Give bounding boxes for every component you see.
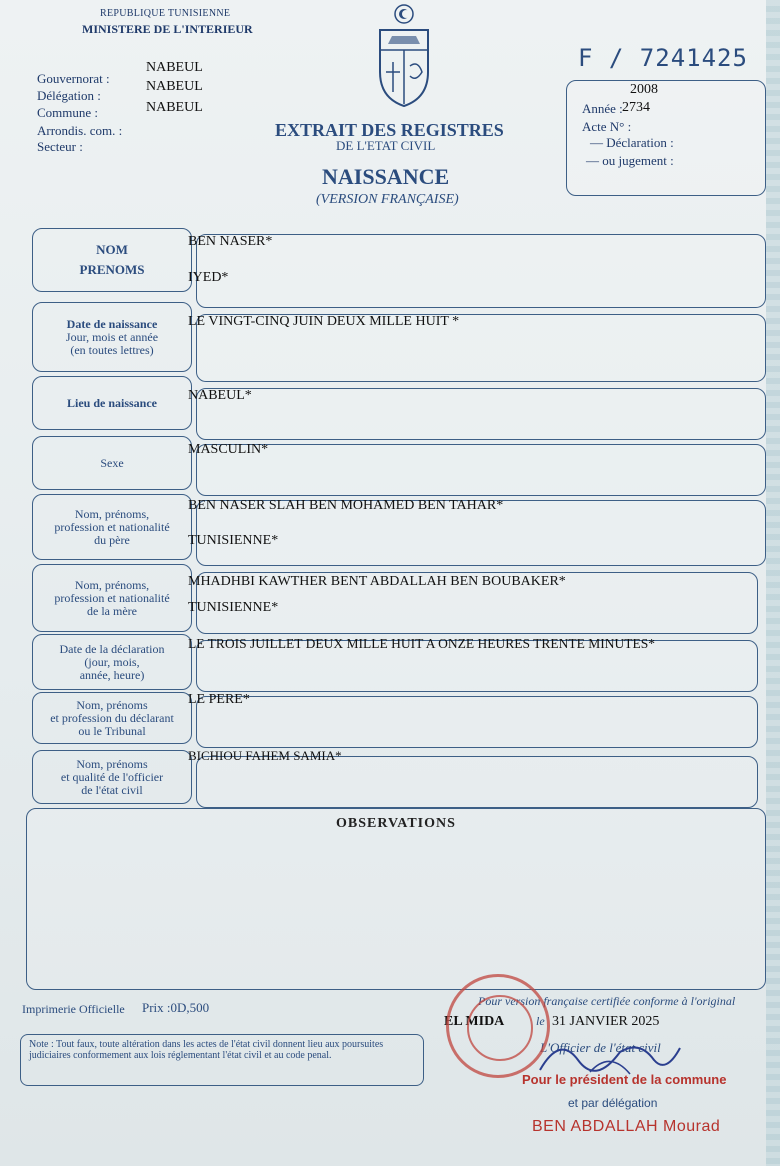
sex-value: MASCULIN* — [188, 442, 269, 457]
mother-name-value: MHADHBI KAWTHER BENT ABDALLAH BEN BOUBAKER* — [188, 574, 566, 589]
act-year-value: 2008 — [630, 82, 658, 97]
certification-text: Pour version française certifiée conforme à l'original — [478, 994, 736, 1008]
declarant-label-2: et profession du déclarant — [50, 710, 174, 725]
father-label-2: profession et nationalité — [54, 519, 170, 534]
mother-label-1: Nom, prénoms, — [74, 577, 150, 592]
signatory-name: BEN ABDALLAH Mourad — [532, 1118, 721, 1135]
ministry-heading: MINISTERE DE L'INTERIEUR — [82, 22, 253, 36]
officer-label-1: Nom, prénoms — [76, 756, 148, 771]
declaration-date-label-2: (jour, mois, — [84, 654, 140, 669]
mother-label-box — [32, 564, 192, 632]
declarant-value-box — [196, 696, 758, 748]
father-nationality-value: TUNISIENNE* — [188, 533, 279, 548]
declaration-date-value: LE TROIS JUILLET DEUX MILLE HUIT A ONZE HEURES TRENTE MINUTES* — [188, 636, 655, 651]
place-value: EL MIDA — [444, 1014, 505, 1029]
nom-value: BEN NASER* — [188, 234, 273, 249]
price-label: Prix :0D,500 — [142, 1000, 210, 1015]
declaration-label: — Déclaration : — [590, 135, 674, 150]
mother-label-2: profession et nationalité — [54, 590, 170, 605]
birth-date-label-1: Date de naissance — [66, 316, 158, 331]
declarant-label-3: ou le Tribunal — [78, 723, 146, 738]
commune-value: NABEUL — [146, 100, 203, 115]
date-prefix: le — [536, 1014, 545, 1028]
secteur-label: Secteur : — [37, 139, 83, 154]
act-year-label: Année : — [582, 101, 623, 116]
birth-place-label: Lieu de naissance — [66, 395, 157, 410]
coat-of-arms-icon — [372, 2, 436, 110]
sex-label: Sexe — [100, 455, 124, 470]
officer-label-2: et qualité de l'officier — [60, 769, 164, 784]
birth-date-value: LE VINGT-CINQ JUIN DEUX MILLE HUIT * — [188, 314, 460, 329]
legal-note: Note : Tout faux, toute altération dans les actes de l'état civil donnent lieu aux poursuites judiciaires conformement aux lois réglementant l'état civil et au code penal. — [20, 1034, 424, 1086]
title-version: (VERSION FRANÇAISE) — [316, 192, 459, 207]
nom-prenoms-value-box — [196, 234, 766, 308]
observations-box — [26, 808, 766, 990]
nom-prenoms-label-box — [32, 228, 192, 292]
observations-label: OBSERVATIONS — [336, 816, 456, 831]
judgement-label: — ou jugement : — [586, 153, 674, 168]
arrondissement-label: Arrondis. com. : — [37, 123, 123, 138]
torn-edge — [766, 0, 780, 1166]
father-name-value: BEN NASER SLAH BEN MOHAMED BEN TAHAR* — [188, 498, 504, 513]
gouvernorat-label: Gouvernorat : — [37, 71, 110, 86]
gouvernorat-value: NABEUL — [146, 60, 203, 75]
father-label-1: Nom, prénoms, — [74, 506, 150, 521]
sex-value-box — [196, 444, 766, 496]
mother-nationality-value: TUNISIENNE* — [188, 600, 279, 615]
title-etat-civil: DE L'ETAT CIVIL — [336, 138, 436, 153]
birth-date-label-3: (en toutes lettres) — [70, 342, 154, 357]
birth-place-value: NABEUL* — [188, 388, 252, 403]
title-naissance: NAISSANCE — [322, 164, 450, 189]
printer-label: Imprimerie Officielle — [22, 1002, 125, 1016]
father-label-3: du père — [94, 532, 130, 547]
commune-label: Commune : — [37, 105, 99, 120]
delegation-label: Délégation : — [37, 88, 101, 103]
act-number-value: 2734 — [622, 100, 650, 115]
officer-label-3: de l'état civil — [81, 782, 143, 797]
birth-place-label-box — [32, 376, 192, 430]
title-extrait: EXTRAIT DES REGISTRES — [275, 120, 504, 140]
officer-value: BICHIOU FAHEM SAMIA* — [188, 748, 342, 763]
nom-label: NOM — [96, 242, 128, 257]
declaration-date-label-1: Date de la déclaration — [59, 641, 165, 656]
delegation-value: NABEUL — [146, 79, 203, 94]
officer-title: L'Officier de l'état civil — [540, 1040, 661, 1055]
father-label-box — [32, 494, 192, 560]
declarant-value: LE PERE* — [188, 692, 250, 707]
act-number-label: Acte N° : — [582, 119, 632, 134]
delegation-line: et par délégation — [568, 1096, 658, 1110]
birth-place-value-box — [196, 388, 766, 440]
signature-scribble-icon — [530, 1030, 690, 1080]
signature-date: 31 JANVIER 2025 — [552, 1014, 660, 1029]
prenoms-value: IYED* — [188, 270, 229, 285]
prenoms-label: PRENOMS — [79, 262, 145, 277]
president-line: Pour le président de la commune — [522, 1072, 727, 1087]
mother-label-3: de la mère — [87, 603, 137, 618]
declaration-date-label-3: année, heure) — [79, 667, 145, 682]
declarant-label-1: Nom, prénoms — [76, 697, 148, 712]
officer-label-box — [32, 750, 192, 804]
birth-date-label-box — [32, 302, 192, 372]
birth-date-label-2: Jour, mois et année — [65, 329, 159, 344]
sex-label-box — [32, 436, 192, 490]
declarant-label-box — [32, 692, 192, 744]
stamp-inner-ring — [467, 995, 533, 1061]
declaration-date-label-box — [32, 634, 192, 690]
serial-number: F / 7241425 — [578, 44, 748, 72]
republic-heading: REPUBLIQUE TUNISIENNE — [100, 8, 231, 19]
